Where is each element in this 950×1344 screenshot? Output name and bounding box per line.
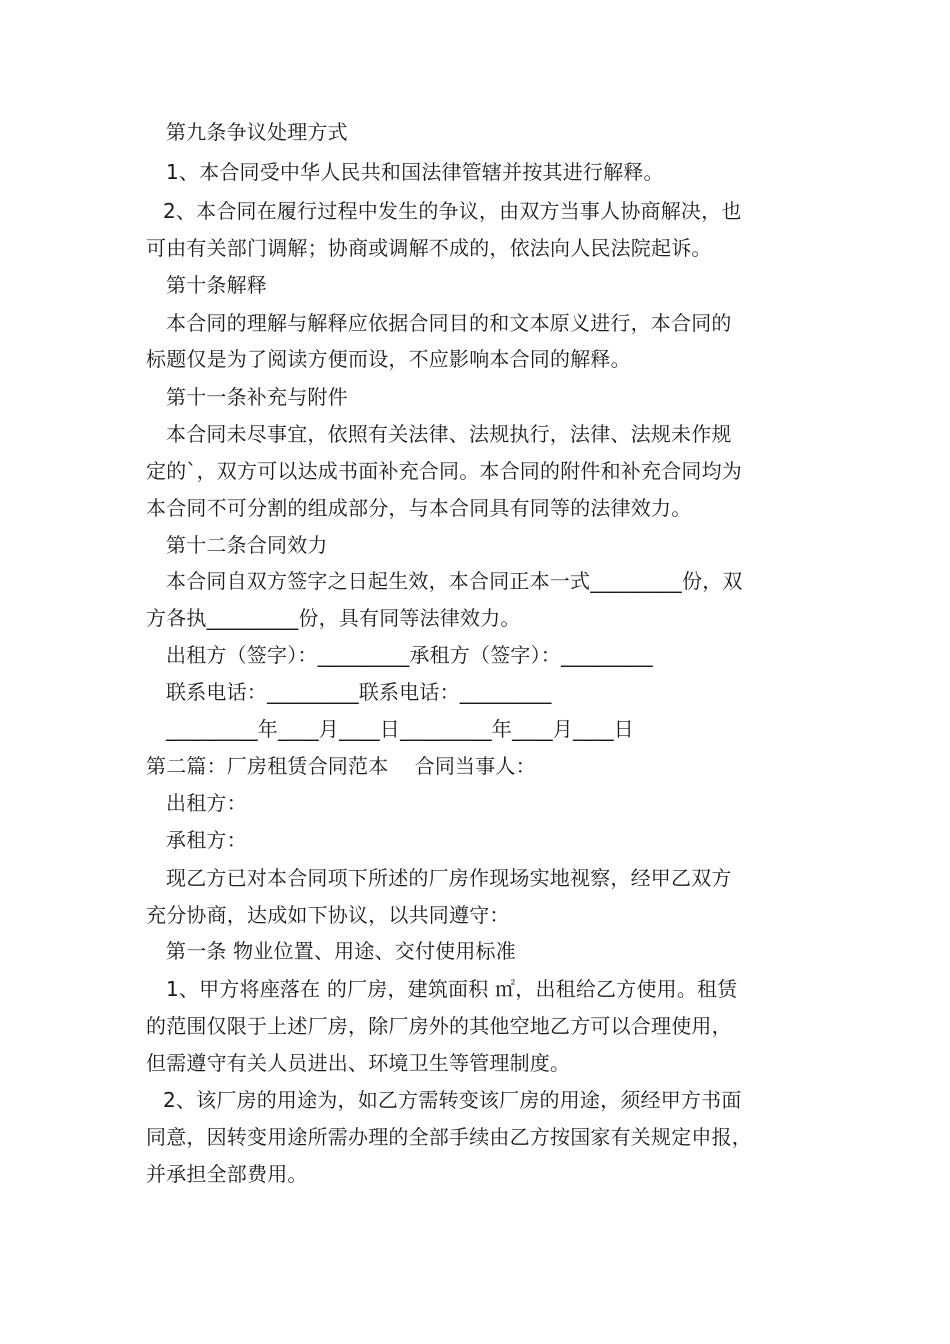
signature-line: 出租方（签字）：_________承租方（签字）：_________	[166, 643, 653, 667]
clause-10-text-line-1: 本合同的理解与解释应依据合同目的和文本原义进行，本合同的	[166, 311, 732, 335]
date-line: _________年____月____日_________年____月____日	[166, 717, 634, 741]
article-1-item-1-line-2: 的范围仅限于上述厂房，除厂房外的其他空地乙方可以合理使用，	[146, 1014, 732, 1038]
clause-9-heading: 第九条争议处理方式	[166, 120, 348, 144]
clause-9-item-2-line-1: 2、本合同在履行过程中发生的争议，由双方当事人协商解决，也	[163, 199, 742, 223]
clause-12-text-line-2: 方各执_________份，具有同等法律效力。	[146, 606, 521, 630]
phone-line: 联系电话：_________联系电话：_________	[166, 680, 552, 704]
clause-11-text-line-3: 本合同不可分割的组成部分，与本合同具有同等的法律效力。	[146, 496, 692, 520]
preamble-line-1: 现乙方已对本合同项下所述的厂房作现场实地视察，经甲乙双方	[166, 866, 732, 890]
lessee-label: 承租方：	[166, 828, 247, 852]
clause-11-heading: 第十一条补充与附件	[166, 385, 348, 409]
part-2-heading: 第二篇：厂房租赁合同范本 合同当事人：	[146, 754, 536, 778]
clause-10-text-line-2: 标题仅是为了阅读方便而设，不应影响本合同的解释。	[146, 347, 631, 371]
article-1-item-2-line-1: 2、该厂房的用途为，如乙方需转变该厂房的用途，须经甲方书面	[163, 1088, 742, 1112]
clause-11-text-line-2: 定的`，双方可以达成书面补充合同。本合同的附件和补充合同均为	[146, 459, 742, 483]
clause-10-heading: 第十条解释	[166, 273, 267, 297]
article-1-item-1-line-1: 1、甲方将座落在 的厂房，建筑面积 ㎡，出租给乙方使用。租赁	[166, 977, 738, 1001]
clause-9-item-2-line-2: 可由有关部门调解；协商或调解不成的，依法向人民法院起诉。	[146, 236, 712, 260]
clause-11-text-line-1: 本合同未尽事宜，依照有关法律、法规执行，法律、法规未作规	[166, 422, 732, 446]
article-1-item-1-line-3: 但需遵守有关人员进出、环境卫生等管理制度。	[146, 1051, 571, 1075]
article-1-heading: 第一条 物业位置、用途、交付使用标准	[166, 939, 516, 963]
article-1-item-2-line-2: 同意，因转变用途所需办理的全部手续由乙方按国家有关规定申报，	[146, 1125, 752, 1149]
clause-12-heading: 第十二条合同效力	[166, 533, 328, 557]
clause-9-item-1: 1、本合同受中华人民共和国法律管辖并按其进行解释。	[166, 160, 664, 184]
clause-12-text-line-1: 本合同自双方签字之日起生效，本合同正本一式_________份，双	[166, 569, 743, 593]
article-1-item-2-line-3: 并承担全部费用。	[146, 1162, 308, 1186]
lessor-label: 出租方：	[166, 791, 247, 815]
preamble-line-2: 充分协商，达成如下协议，以共同遵守：	[146, 903, 510, 927]
